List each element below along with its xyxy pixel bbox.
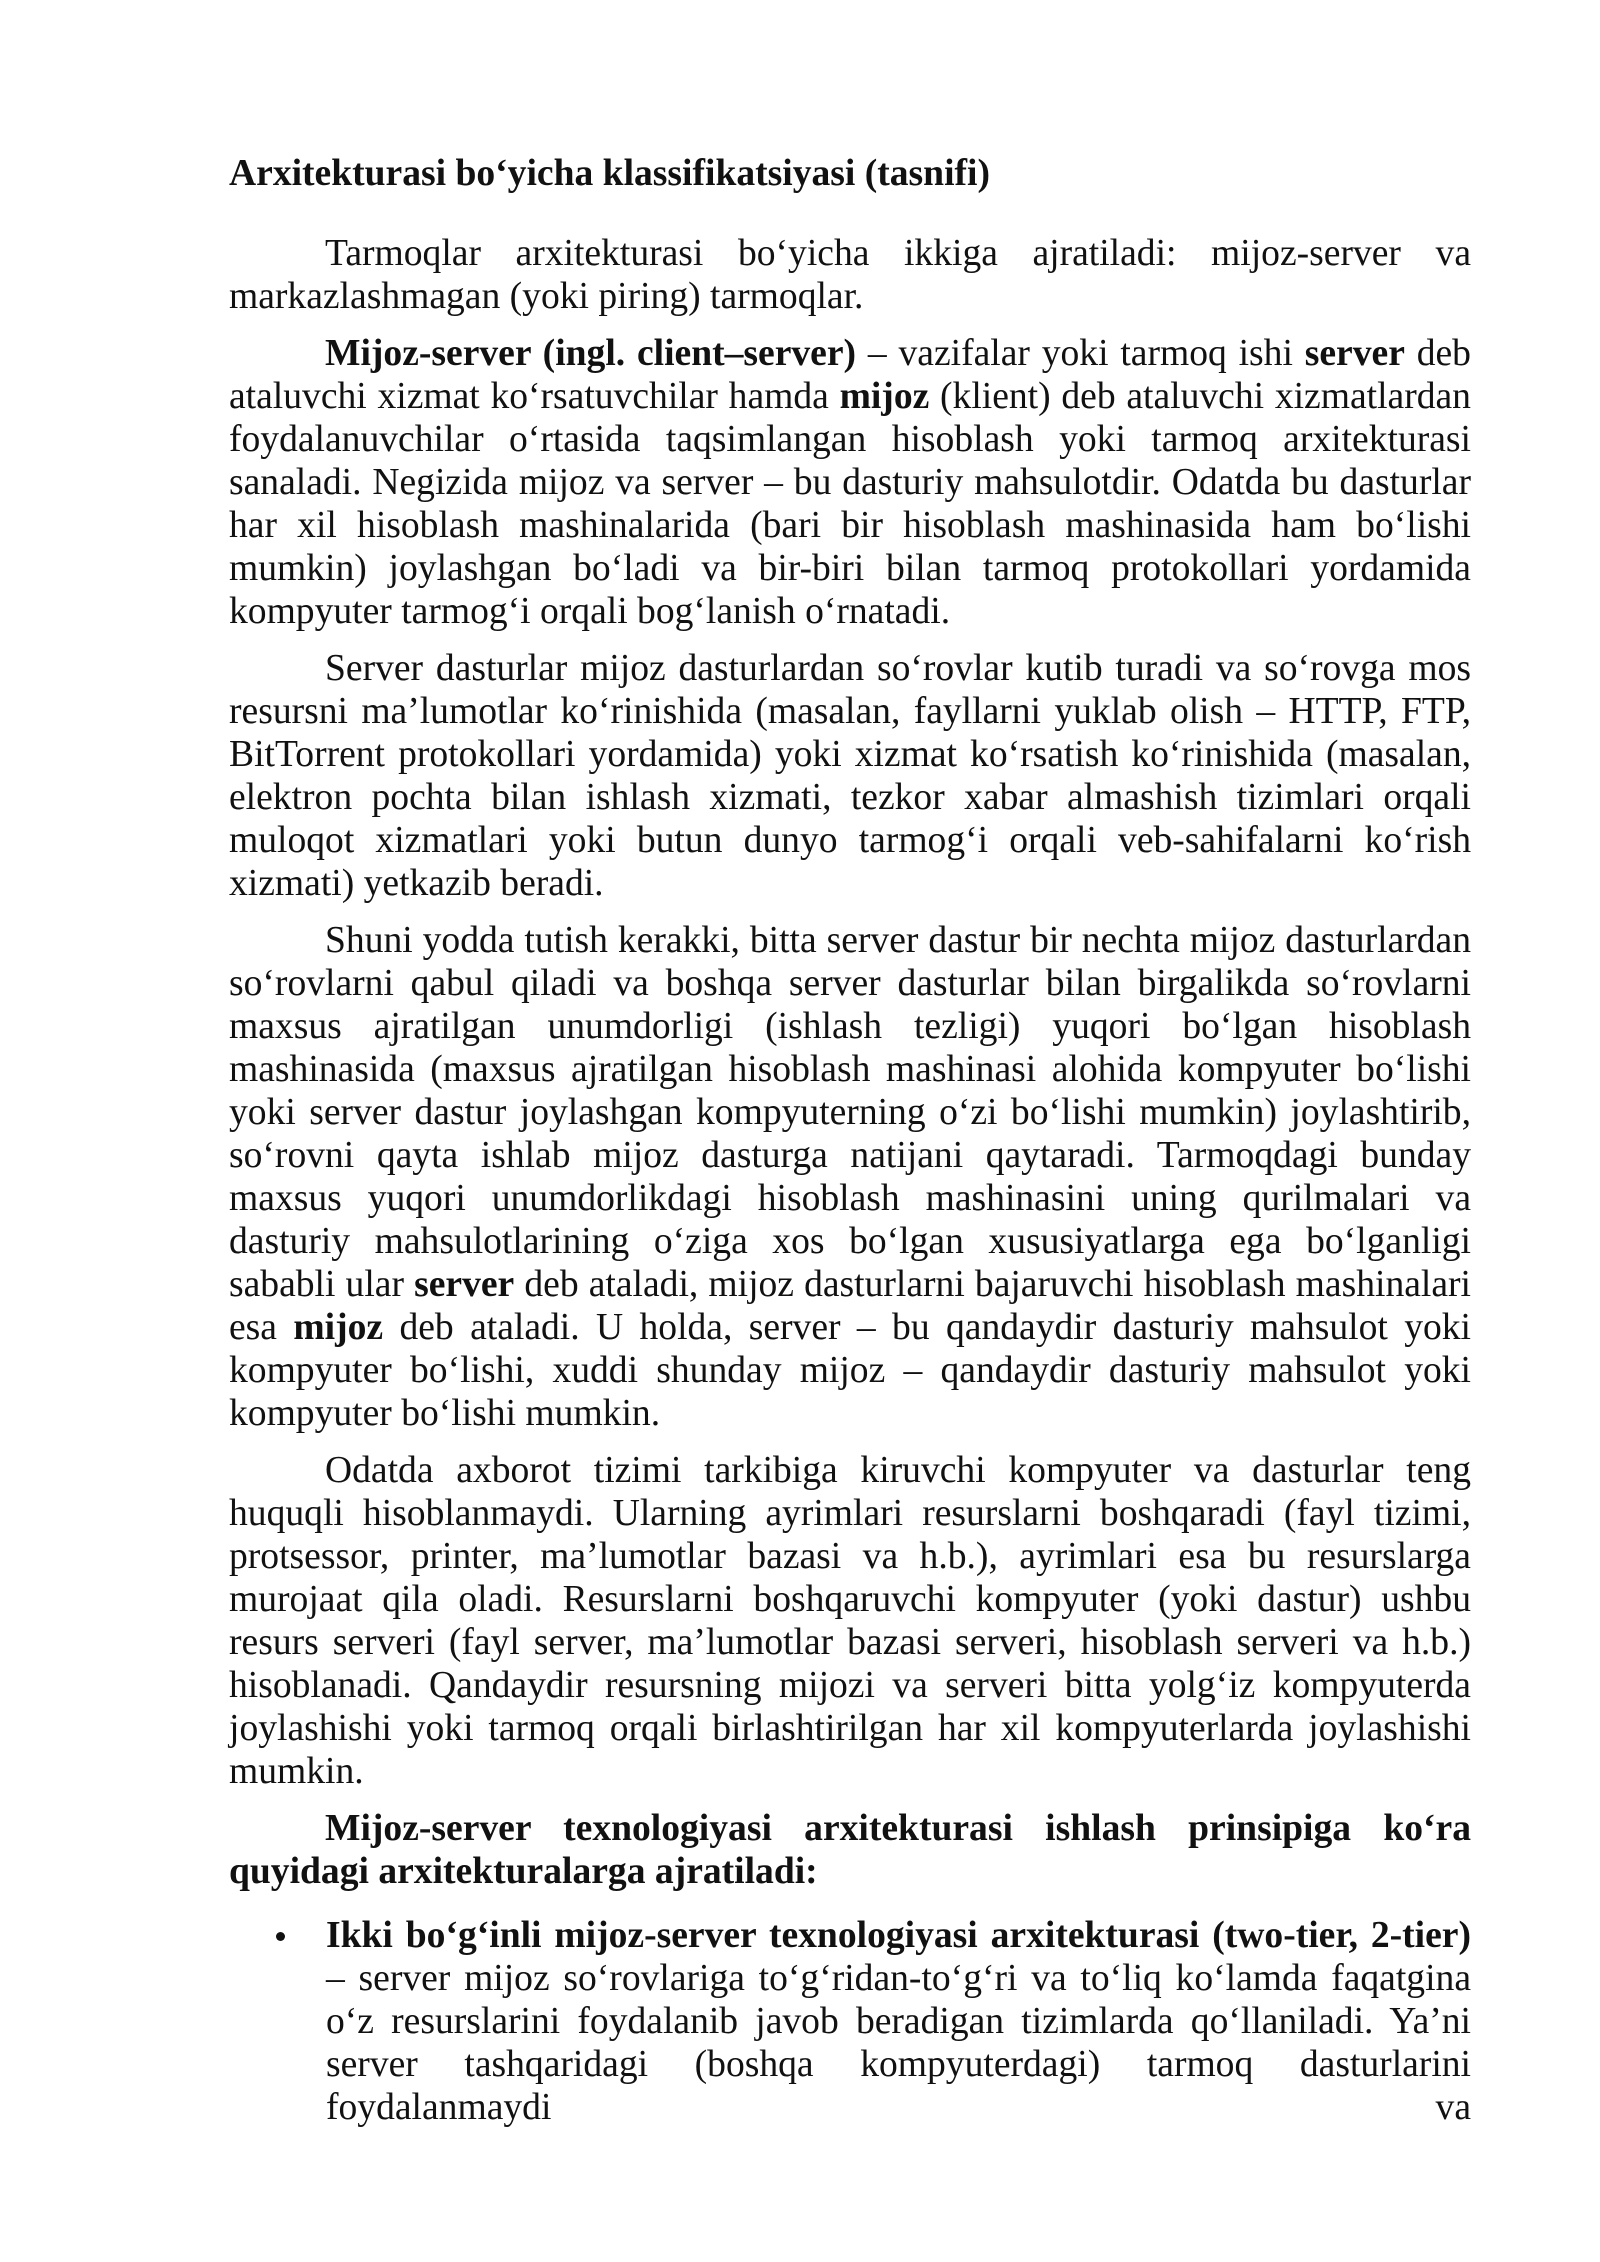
paragraph-client-server-definition (229, 332, 1471, 633)
paragraph-text: Odatda axborot tizimi tarkibiga kiruvchi kompyuter va dasturlar teng huquqli hisoblanmaydi. Ularning ayrimlari resurslarni boshqaradi (fayl tizimi, protsessor, printer, ma’lumotlar bazasi va h.b.), ayrimlari esa bu resurslarga murojaat qila oladi. Resurslarni boshqaruvchi kompyuter (yoki dastur) ushbu resurs serveri (fayl server, ma’lumotlar bazasi serveri, hisoblash serveri va h.b.) hisoblanadi. Qandaydir resursning mijozi va serveri bitta yolg‘iz kompyuterda joylashishi yoki tarmoq orqali birlashtirilgan har xil kompyuterlarda joylashishi mumkin. (229, 1450, 1471, 1792)
paragraph-text: Mijoz-server texnologiyasi arxitekturasi ishlash prinsipiga ko‘ra quyidagi arxitekturalarga ajratiladi: (229, 1808, 1471, 1892)
paragraph-text: deb ataladi, mijoz dasturlarni bajaruvchi hisoblash mashinalari esa (229, 1264, 1471, 1348)
section-heading: Arxitekturasi bo‘yicha klassifikatsiyasi (tasnifi) (229, 153, 990, 194)
paragraph-text: Server dasturlar mijoz dasturlardan so‘rovlar kutib turadi va so‘rovga mos resursni ma’lumotlar ko‘rinishida (masalan, fayllarni yuklab olish – HTTP, FTP, BitTorrent protokollari yordamida) yoki xizmat ko‘rsatish ko‘rinishida (masalan, elektron pochta bilan ishlash xizmati, tezkor xabar almashish tizimlari orqali muloqot xizmatlari yoki butun dunyo tarmog‘i orqali veb-sahifalarni ko‘rish xizmati) yetkazib beradi. (229, 648, 1471, 904)
paragraph-text: Shuni yodda tutish kerakki, bitta server dastur bir nechta mijoz dasturlardan so‘rovlarni qabul qiladi va boshqa server dasturlar bilan birgalikda so‘rovlarni maxsus ajratilgan unumdorligi (ishlash tezligi) yuqori bo‘lgan hisoblash mashinasida (maxsus ajratilgan hisoblash mashinasi alohida kompyuter bo‘lishi yoki server dastur joylashgan kompyuterning o‘zi bo‘lishi mumkin) joylashtirib, so‘rovni qayta ishlab mijoz dasturga natijani qaytaradi. Tarmoqdagi bunday maxsus yuqori unumdorlikdagi hisoblash mashinasini uning qurilmalari va dasturiy mahsulotlarining o‘ziga xos bo‘lgan xususiyatlarga ega bo‘lganligi sababli ular (229, 920, 1471, 1305)
bold-term: server (1304, 333, 1405, 374)
list-item-two-tier (229, 1914, 1471, 2129)
bold-term: mijoz (293, 1307, 384, 1348)
paragraph-text: Tarmoqlar arxitekturasi bo‘yicha ikkiga ajratiladi: mijoz-server va markazlashmagan (yoki piring) tarmoqlar. (229, 233, 1471, 317)
bold-term: Mijoz-server (ingl. client–server) (325, 333, 857, 374)
bold-term: mijoz (839, 376, 930, 417)
paragraph-text: deb ataluvchi xizmat ko‘rsatuvchilar hamda (229, 333, 1471, 417)
list-item-text: – server mijoz so‘rovlariga to‘g‘ridan-to‘g‘ri va to‘liq ko‘lamda faqatgina o‘z resurslarini foydalanib javob beradigan tizimlarda qo‘llaniladi. Ya’ni server tashqaridagi (boshqa kompyuterdagi) tarmoq dasturlarini foydalanmaydi va (326, 1958, 1471, 2128)
paragraph-server-client-roles (229, 919, 1471, 1435)
paragraph-text: (klient) deb ataluvchi xizmatlardan foydalanuvchilar o‘rtasida taqsimlangan hisoblash yoki tarmoq arxitekturasi sanaladi. Negizida mijoz va server – bu dasturiy mahsulotdir. Odatda bu dasturlar har xil hisoblash mashinalarida (bari bir hisoblash mashinasida ham bo‘lishi mumkin) joylashgan bo‘ladi va bir-biri bilan tarmoq protokollari yordamida kompyuter tarmog‘i orqali bog‘lanish o‘rnatadi. (229, 376, 1471, 632)
architecture-list (229, 1914, 1471, 2129)
paragraph-intro (229, 232, 1471, 318)
bold-term: server (414, 1264, 515, 1305)
bold-term: Ikki bo‘g‘inli mijoz-server texnologiyasi arxitekturasi (two-tier, 2-tier) (326, 1915, 1471, 1956)
paragraph-resources (229, 1449, 1471, 1793)
document-page (229, 152, 1471, 2129)
paragraph-text: deb ataladi. U holda, server – bu qandaydir dasturiy mahsulot yoki kompyuter bo‘lishi, xuddi shunday mijoz – qandaydir dasturiy mahsulot yoki kompyuter bo‘lishi mumkin. (229, 1307, 1471, 1434)
paragraph-text: – vazifalar yoki tarmoq ishi (867, 333, 1293, 374)
paragraph-architecture-types (229, 1807, 1471, 1893)
paragraph-server-programs (229, 647, 1471, 905)
bullet-icon (276, 1932, 285, 1941)
